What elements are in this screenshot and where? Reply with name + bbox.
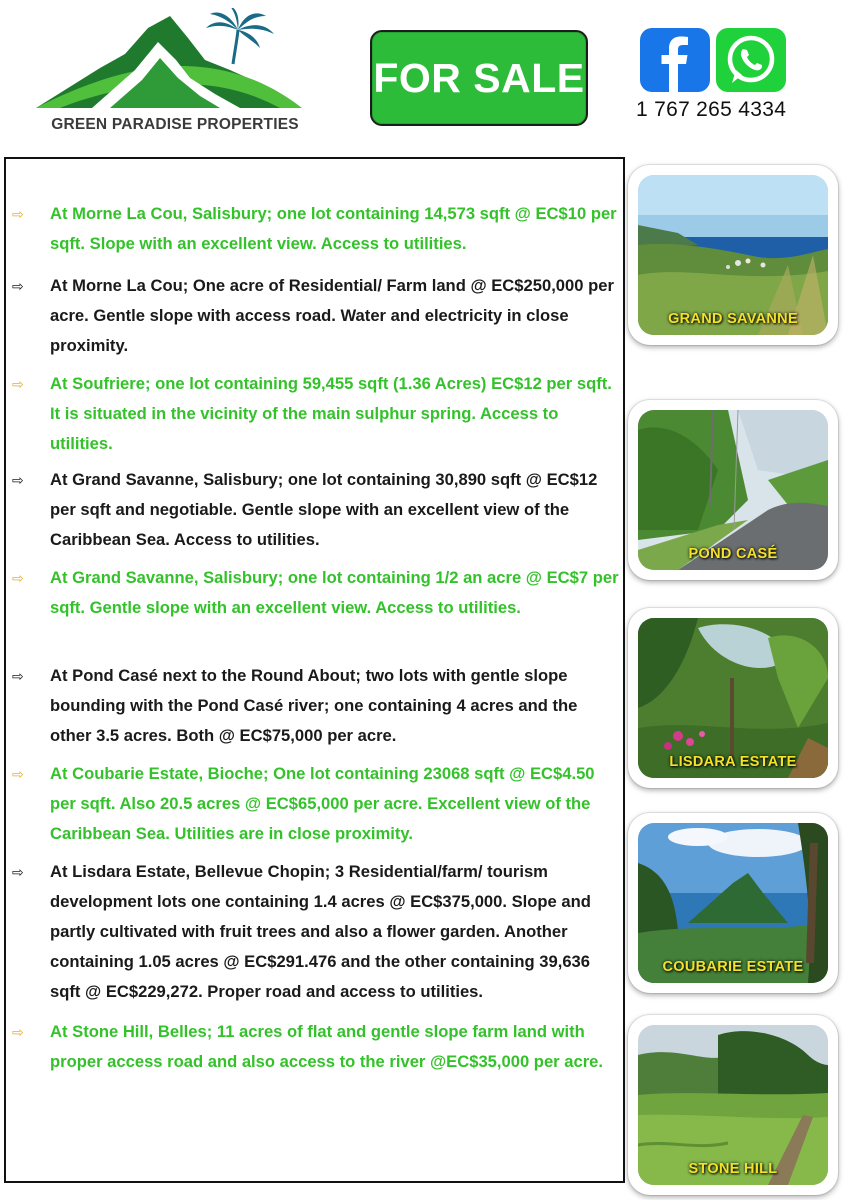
- mountain-palm-logo-icon: [30, 8, 320, 116]
- company-name: GREEN PARADISE PROPERTIES: [51, 116, 299, 133]
- listings-panel: [4, 157, 625, 1183]
- arrow-bullet-icon: ⇨: [12, 865, 24, 881]
- listing-text: At Stone Hill, Belles; 11 acres of flat and gentle slope farm land with proper access road and also access to the river @EC$35,000 per acre.: [50, 1022, 603, 1071]
- listing-text: At Coubarie Estate, Bioche; One lot containing 23068 sqft @ EC$4.50 per sqft. Also 20.5 acres @ EC$65,000 per acre. Excellent view of the Caribbean Sea. Utilities are in close proximity.: [50, 764, 595, 843]
- photo-label: POND CASÉ: [688, 546, 778, 562]
- for-sale-badge: FOR SALE: [370, 30, 588, 126]
- listing-text: At Grand Savanne, Salisbury; one lot containing 1/2 an acre @ EC$7 per sqft. Gentle slope with an excellent view. Access to utilities.: [50, 568, 619, 617]
- photo-label: COUBARIE ESTATE: [662, 959, 804, 975]
- photo-label: LISDARA ESTATE: [669, 754, 797, 770]
- photo-pond-case: [628, 400, 838, 580]
- arrow-bullet-icon: ⇨: [12, 377, 24, 393]
- listing-text: At Lisdara Estate, Bellevue Chopin; 3 Residential/farm/ tourism development lots one containing 1.4 acres @ EC$375,000. Slope and partly cultivated with fruit trees and also a flower garden. Another containing 1.05 acres @ EC$291.476 and the other containing 39,636 sqft @ EC$229,272. Proper road and access to utilities.: [50, 862, 591, 1001]
- arrow-bullet-icon: ⇨: [12, 473, 24, 489]
- arrow-bullet-icon: ⇨: [12, 1025, 24, 1041]
- arrow-bullet-icon: ⇨: [12, 571, 24, 587]
- arrow-bullet-icon: ⇨: [12, 669, 24, 685]
- photo-label: STONE HILL: [688, 1161, 778, 1177]
- listing-text: At Grand Savanne, Salisbury; one lot containing 30,890 sqft @ EC$12 per sqft and negotiable. Gentle slope with an excellent view of the Caribbean Sea. Access to utilities.: [50, 470, 598, 549]
- whatsapp-icon[interactable]: [716, 28, 786, 92]
- facebook-icon[interactable]: [640, 28, 710, 92]
- photo-label: GRAND SAVANNE: [668, 311, 798, 327]
- listing-text: At Soufriere; one lot containing 59,455 sqft (1.36 Acres) EC$12 per sqft. It is situated in the vicinity of the main sulphur spring. Access to utilities.: [50, 374, 612, 453]
- company-logo: [30, 8, 320, 133]
- listing-text: At Morne La Cou, Salisbury; one lot containing 14,573 sqft @ EC$10 per sqft. Slope with an excellent view. Access to utilities.: [50, 204, 617, 253]
- phone-number[interactable]: 1 767 265 4334: [636, 98, 787, 121]
- listing-text: At Pond Casé next to the Round About; two lots with gentle slope bounding with the Pond Casé river; one containing 4 acres and the other 3.5 acres. Both @ EC$75,000 per acre.: [50, 666, 578, 745]
- photo-lisdara-estate: [628, 608, 838, 788]
- arrow-bullet-icon: ⇨: [12, 279, 24, 295]
- photo-grand-savanne: [628, 165, 838, 345]
- photo-coubarie-estate: [628, 813, 838, 993]
- photo-stone-hill: [628, 1015, 838, 1195]
- listing-text: At Morne La Cou; One acre of Residential/ Farm land @ EC$250,000 per acre. Gentle slope with access road. Water and electricity in close proximity.: [50, 276, 614, 355]
- arrow-bullet-icon: ⇨: [12, 207, 24, 223]
- arrow-bullet-icon: ⇨: [12, 767, 24, 783]
